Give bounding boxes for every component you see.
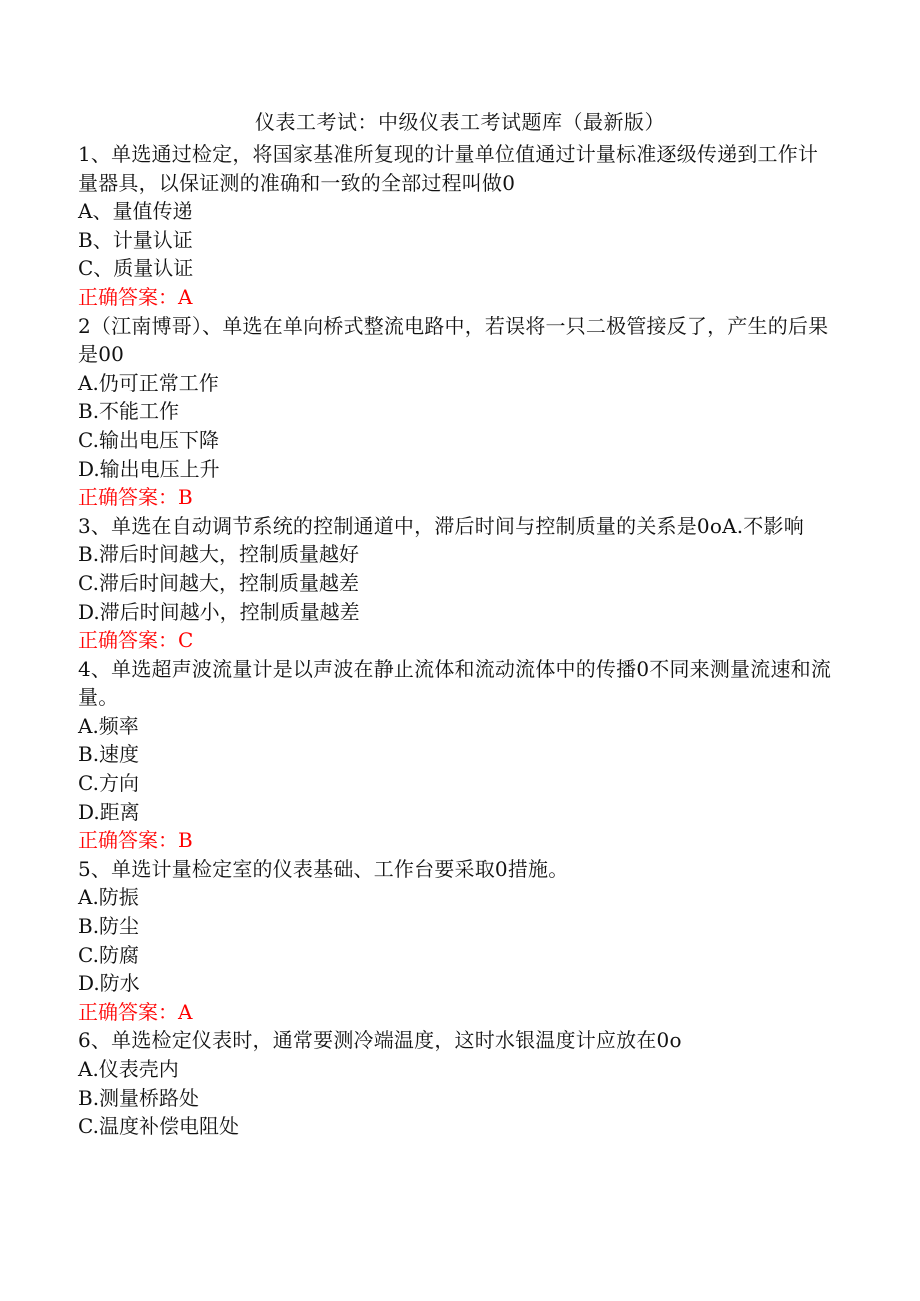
answer-value: A	[178, 284, 193, 309]
question-text: 1、单选通过检定，将国家基准所复现的计量单位值通过计量标准逐级传递到工作计量器具，以保证测的准确和一致的全部过程叫做0	[78, 142, 819, 195]
answer-value: B	[178, 485, 193, 510]
option-c: C、质量认证	[78, 256, 194, 281]
option-d: D.距离	[78, 799, 140, 824]
question-list	[78, 140, 838, 1141]
answer-label: 正确答案：	[78, 628, 178, 653]
answer-value: C	[178, 628, 194, 653]
answer-label: 正确答案：	[78, 999, 178, 1024]
answer-value: A	[178, 999, 193, 1024]
answer-label: 正确答案：	[78, 284, 178, 309]
correct-answer	[78, 998, 838, 1027]
option-a: A.防振	[78, 885, 139, 910]
question-2	[78, 312, 838, 512]
option-a: A.频率	[78, 713, 139, 738]
option-c: C.温度补偿电阻处	[78, 1114, 239, 1139]
answer-label: 正确答案：	[78, 485, 178, 510]
answer-label: 正确答案：	[78, 828, 178, 853]
question-1	[78, 140, 838, 312]
option-b: B.测量桥路处	[78, 1085, 200, 1110]
option-d: D.输出电压上升	[78, 456, 220, 481]
question-4	[78, 655, 838, 855]
option-a: A.仪表壳内	[78, 1057, 179, 1081]
option-c: C.方向	[78, 771, 139, 796]
question-text: 4、单选超声波流量计是以声波在静止流体和流动流体中的传播0不同来测量流速和流量。	[78, 656, 832, 710]
answer-value: B	[178, 828, 193, 853]
option-b: B.防尘	[78, 914, 140, 939]
option-a: A.仍可正常工作	[78, 370, 219, 395]
correct-answer	[78, 483, 838, 512]
option-d: D.滞后时间越小，控制质量越差	[78, 599, 360, 624]
correct-answer	[78, 826, 838, 855]
question-text: 2（江南博哥）、单选在单向桥式整流电路中，若误将一只二极管接反了，产生的后果是00	[78, 313, 829, 367]
option-c: C.滞后时间越大，控制质量越差	[78, 570, 359, 595]
option-c: C.防腐	[78, 942, 139, 967]
question-5	[78, 855, 838, 1027]
option-b: B.滞后时间越大，控制质量越好	[78, 542, 360, 567]
question-6	[78, 1026, 838, 1140]
question-text: 5、单选计量检定室的仪表基础、工作台要采取0措施。	[78, 856, 569, 881]
option-b: B.不能工作	[78, 399, 180, 424]
question-text: 3、单选在自动调节系统的控制通道中，滞后时间与控制质量的关系是0oA.不影响	[78, 513, 804, 538]
question-3	[78, 512, 838, 655]
correct-answer	[78, 626, 838, 655]
option-d: D.防水	[78, 971, 140, 996]
question-text: 6、单选检定仪表时，通常要测冷端温度，这时水银温度计应放在0o	[78, 1028, 682, 1053]
option-a: A、量值传递	[78, 199, 193, 224]
option-b: B.速度	[78, 742, 140, 767]
option-b: B、计量认证	[78, 227, 193, 252]
correct-answer	[78, 283, 838, 312]
document-title: 仪表工考试：中级仪表工考试题库（最新版）	[255, 110, 665, 134]
option-c: C.输出电压下降	[78, 427, 219, 452]
